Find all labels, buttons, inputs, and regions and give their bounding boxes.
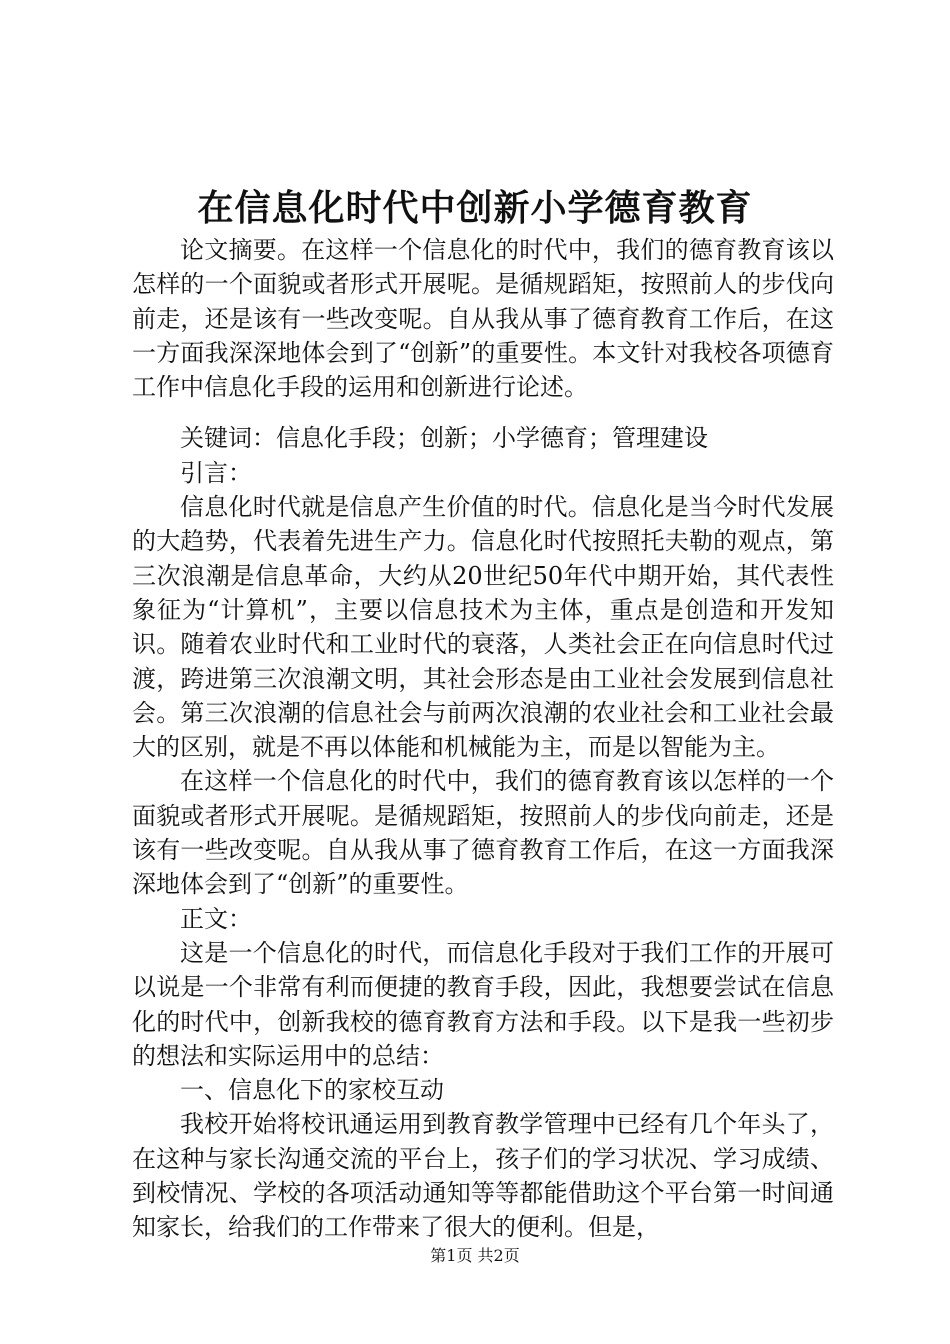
intro-heading: 引言： [180, 458, 252, 487]
document-body [132, 233, 834, 1245]
section-1-paragraph-1: 我校开始将校讯通运用到教育教学管理中已经有几个年头了，在这种与家长沟通交流的平台上，孩子们的学习状况、学习成绩、到校情况、学校的各项活动通知等等都能借助这个平台第一时间通知家长，给我们的工作带来了很大的便利。但是， [132, 1110, 834, 1242]
intro-paragraph-1: 信息化时代就是信息产生价值的时代。信息化是当今时代发展的大趋势，代表着先进生产力。信息化时代按照托夫勒的观点，第三次浪潮是信息革命，大约从20世纪50年代中期开始，其代表性象征为“计算机”，主要以信息技术为主体，重点是创造和开发知识。随着农业时代和工业时代的衰落，人类社会正在向信息时代过渡，跨进第三次浪潮文明，其社会形态是由工业社会发展到信息社会。第三次浪潮的信息社会与前两次浪潮的农业社会和工业社会最大的区别，就是不再以体能和机械能为主，而是以智能为主。 [132, 493, 834, 762]
page-footer: 第1页 共2页 [430, 1246, 520, 1265]
document-title: 在信息化时代中创新小学德育教育 [197, 187, 753, 229]
keywords-line: 关键词：信息化手段；创新；小学德育；管理建设 [180, 424, 708, 453]
main-heading: 正文： [180, 904, 252, 933]
abstract-paragraph: 论文摘要。在这样一个信息化的时代中，我们的德育教育该以怎样的一个面貌或者形式开展呢。是循规蹈矩，按照前人的步伐向前走，还是该有一些改变呢。自从我从事了德育教育工作后，在这一方面我深深地体会到了“创新”的重要性。本文针对我校各项德育工作中信息化手段的运用和创新进行论述。 [132, 236, 834, 402]
section-1-heading: 一、信息化下的家校互动 [180, 1076, 444, 1105]
main-paragraph-1: 这是一个信息化的时代，而信息化手段对于我们工作的开展可以说是一个非常有利而便捷的教育手段，因此，我想要尝试在信息化的时代中，创新我校的德育教育方法和手段。以下是我一些初步的想法和实际运用中的总结： [132, 938, 834, 1070]
intro-paragraph-2: 在这样一个信息化的时代中，我们的德育教育该以怎样的一个面貌或者形式开展呢。是循规蹈矩，按照前人的步伐向前走，还是该有一些改变呢。自从我从事了德育教育工作后，在这一方面我深深地体会到了“创新”的重要性。 [132, 767, 834, 899]
